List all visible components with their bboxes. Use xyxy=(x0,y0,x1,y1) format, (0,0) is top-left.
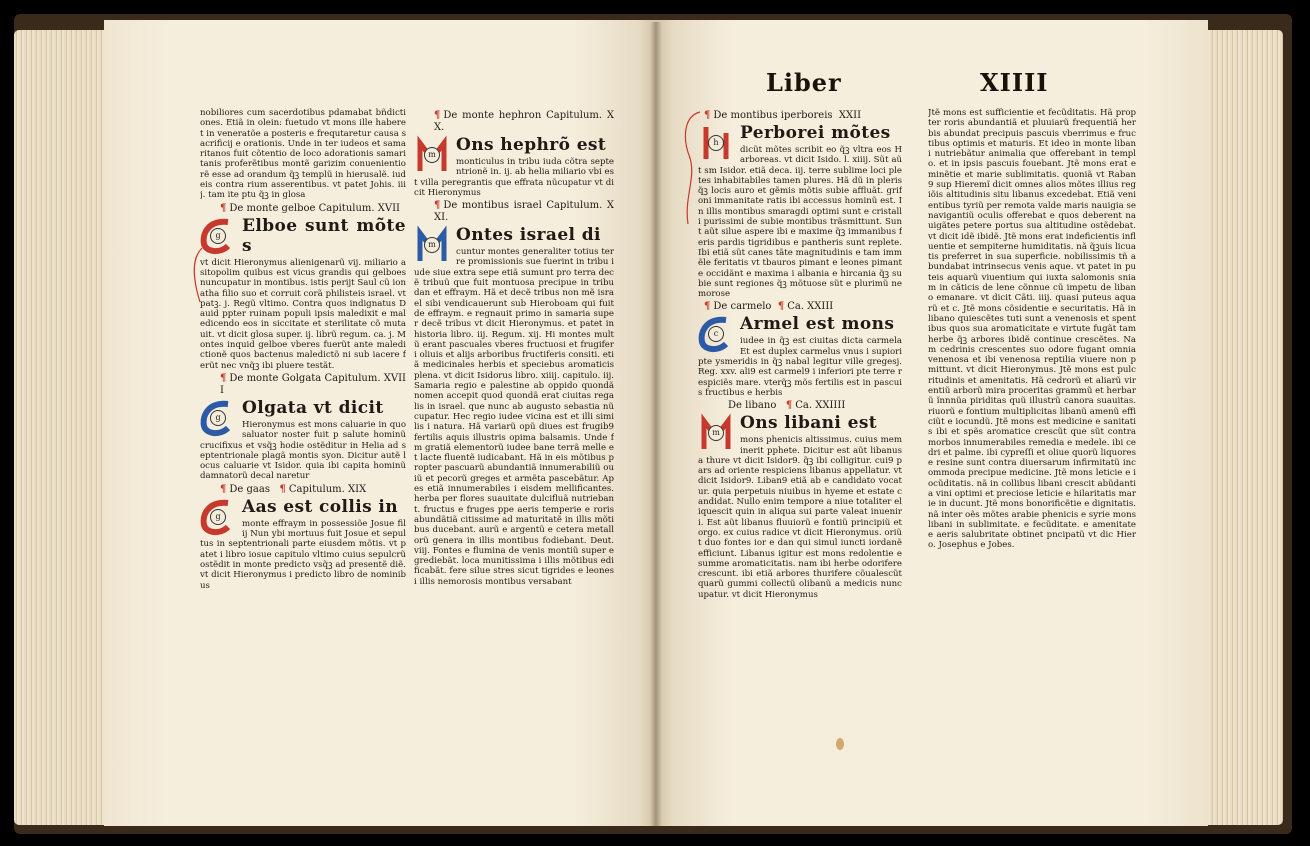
right-fore-edge xyxy=(1205,30,1283,825)
section-text: iudee in q̃ꝫ est ciuitas dicta carmela Et est duplex carmelus vnus i supiori pte ysmeridis in q̃ꝫ nabal legitur ville gregesj. Reg. xxv. ali9 est carmel9 i inferiori pte terre respiciẽs mare. vterq̃ꝫ mõs fertilis est in pascuis fructibus e herbis xyxy=(698,336,902,398)
section-heading: ¶ De montibus iperboreis XXII xyxy=(704,110,862,121)
intro-paragraph: nobiliores cum sacerdotibus pdamabat bñdictiones. Etiã in olein: fuetudo vt mons ille haberet in veneratõe a posteris e frequtaretur causa sacrificij e orationis. Unde in ter iudeos et samaritanos fuit cõtentio de loco adorationis samaritanis proferẽtibus montẽ garizim conuenientiorẽ esse ad orandum q̃ꝫ templũ in hierusalẽ. iudeis contra rium asserentibus. vt patet Johis. iiij. tam ite ptu q̃ꝫ in glosa xyxy=(200,108,406,201)
right-page-column-2 xyxy=(928,108,1136,730)
running-header-left: Liber xyxy=(766,68,842,97)
section-block xyxy=(414,225,614,587)
initial-g-blue: g xyxy=(200,398,238,438)
section-block xyxy=(414,135,614,198)
section-text: mons phenicis altissimus. cuius meminerit pphete. Dicitur est aũt libanus a thure vt dicit Isidor9. q̃ꝫ ibi colligitur. cui9 pars ad oriente respiciens libanus appellatur. vt dicit Isidor9. Liban9 etiã ab e candidato vocatur. quia perpetuis niuibus in hyeme et estate candidat. Nullo enim tempore a niue totaliter eliquescit quin in aliqua sui parte valeat inueniri. Est aũt libanus fluuiorũ e fontiũ principiũ et orgo. ex cuius radice vt dicit Hieronymus. oriũt duo fontes ior e dan qui simul iuncti iordanẽ efficiunt. Libanus igitur est mons redolentie e summe aromaticitatis. nam ibi herbe odorifere crescunt. ibi etiã arbores thurifere cõualescũt quarũ gummi collectũ olibanũ a medicis nuncupatur. vt dicit Hieronymus xyxy=(698,435,902,600)
page-stain xyxy=(836,738,844,750)
section-title: Ons libani est xyxy=(740,413,878,434)
initial-m-red: m xyxy=(414,135,452,175)
section-heading: ¶ De monte Golgata Capitulum. XVIII xyxy=(220,372,406,396)
section-title: Olgata vt dicit xyxy=(242,397,384,418)
initial-c-blue: c xyxy=(698,314,736,354)
section-title: Aas est collis in xyxy=(242,496,399,517)
section-block xyxy=(698,314,902,398)
section-block xyxy=(200,497,406,591)
gutter xyxy=(650,22,662,826)
section-heading: De libano ¶ Ca. XXIIII xyxy=(728,400,846,412)
running-header-right: XIIII xyxy=(980,68,1049,97)
section-text: monticulus in tribu iuda cõtra septentrionẽ in. ij. ab helia miliario vbi est villa peregrantis que effrata nũcupatur vt dicit Hieronymus xyxy=(414,157,614,198)
section-text: cuntur montes generaliter totius terre promissionis sue fuerint in tribu iude siue extra sepe etiã sumunt pro terra decẽ tribuũ que fuit montuosa precipue in tribu dan et effraym. Hã et decẽ tribus non mẽ israel sibi vendicauerunt sub Hieroboam qui fuit de effraym. e regnauit primo in samaria super decẽ tribus vt dicit Hieronymus. et patet in historia libro. iij. Regum. xij. Hi montes multũ erant pascuales vberes fructuosi et frugiferi oliuis et alijs arboribus fructiferis consiti. etiã medicinales herbis et speciebus aromaticis plena. vt dicit Isidorus libro. xiiij. capitulo. iij. Samaria regio e palestine ab oppido quondã nomen accepit quod quondã erat ciuitas regalis in israel. que nunc ab augusto sebastia nũcupatur. Hec regio iudee vicina est et illi similis i natura. Hã variarũ opũ diues est frugib9 fertilis aquis illustris opima balsamis. Unde fm gratiã elementorũ iudee bane terrã melle et lacte fluentẽ iudicabant. Hã in eis mõtibus propter pascuarũ abundantiã innumerabiliũ ouiũ et pecorũ greges et armẽta pascebãtur. Apes etiã innumerabiles i eisdem mellificantes. herba per flores suauitate dulcifluã nutriebant. fructus e fruges ppe aeris temperie e roris abundãtiã citissime ad maturitatẽ in illis mõtibus ducebant. aurũ e argentũ e cetera metallorũ genera in illis montibus fodiebant. Deut. viij. Fontes e flumina de venis montiũ super egrediebãt. loca munitissima i illis mõtibus edificabãt. fere silue stres sicut tigrides e leones i illis nemorosis montibus versabant xyxy=(414,247,614,587)
section-title: Ontes israel di xyxy=(456,225,601,246)
section-heading: ¶ De monte gelboe Capitulum. XVII xyxy=(220,202,400,214)
left-page-column-2 xyxy=(414,108,614,748)
section-title: Perborei mõtes xyxy=(740,123,891,143)
section-block xyxy=(698,413,902,600)
section-title: Elboe sunt mõtes xyxy=(242,215,406,256)
initial-m-blue: m xyxy=(414,225,452,265)
section-title: Ons hephrõ est xyxy=(456,135,607,155)
initial-h-red: h xyxy=(698,123,736,163)
section-heading: ¶ De montibus israel Capitulum. XXI. xyxy=(434,200,614,224)
section-text: dicũt mõtes scribit eo q̃ꝫ vltra eos Harboreas. vt dicit Isido. l. xiiij. Sũt aũt sm Isidor. etiã deca. iij. terre sublime loci pletes inhabitabiles tamen plures. Hã dũ in plerisq̃ꝫ locis auro et gẽmis mõtis subie affluãt. grifoni immanitate ratis ibi accessus hominũ est. In illis montibus smaragdi optimi sunt e cristalli purissimi de subie montibus trãsmittunt. Sunt aũt silue aspere ibi e maxime q̃ꝫ immanibus feris pardis tigridibus e pantheris sunt replete. Ibi etiã sũt canes tãte magnitudinis e tam immẽle feritatis vt tbauros pimant e leones pimant e occidãnt e maxima i albania e hircania q̃ꝫ subie sunt regiones q̃ꝫ mõtuose sũt e plurimũ nemorose xyxy=(698,145,902,300)
left-fore-edge xyxy=(14,30,106,825)
section-text: vt dicit Hieronymus alienigenarũ vij. miliario a sitopolim quibus est vicus grandis qui gelboes nuncupatur in montibus. istis perijt Saul cũ ionatha filio suo et corruit corã philisteis israel. vt patꝫ. j. Regũ vltimo. Contra quos indignatus Dauid ppter ruinam populi ipsis maledixit e maledicendo eos in siccitate et sterilitate cõ mutauit. vt dicit glosa super. ij. librũ regum. ca. j. Montes inquid gelboe vberes fuerũt ante maledictionẽ quos bactenus maledictõ ni sub iacere ferũt nec vnq̃ꝫ ibi pluere testãt. xyxy=(200,257,406,371)
section-title: Armel est mons xyxy=(740,314,895,335)
section-heading: ¶ De carmelo ¶ Ca. XXIII xyxy=(704,301,834,313)
section-heading: ¶ De gaas ¶ Capitulum. XIX xyxy=(220,483,367,495)
section-block xyxy=(200,398,406,482)
section-text: monte effraym in possessiõe Josue filij Nun ybi mortuus fuit Josue et sepultus in septentrionali parte eiusdem mõtis. vt patet i libro iosue capitulo vltimo cuius sepulcrũ ostẽdit in monte predicto vsq̃ꝫ ad presentẽ diẽ. vt dicit Hieronymus i predicto libro de nominibus xyxy=(200,518,406,591)
continuation-paragraph: Jtẽ mons est sufficientie et fecũditatis. Hã propter roris abundantiã et pluuiarũ frequentiã herbis abundat precipuis pascuis vberrimus e fructibus optimis et maturis. Et ideo in monte libani nutriebãtur animalia que offerebant in templo. et in ipsis pascuis fouebant. Jtẽ mons erat eminẽtie et marie sublimitatis. quoniã vt Raban9 sup Hieremĩ dicit omnes alios mõtes illius regiõis altitudinis situ libanus excedebat. Etiã venientibus tyriũ per remota valde maris nauigia se navigantiũ oculis offerebat e quos deberent nauigãtes petere portus sua altitudine ostẽdebat. vt dicit idẽ ibidẽ. Jtẽ mons erat indeficientis influentie et sempiterne humiditatis. nã q̃ꝫuis licuatis preferret in sua superficie. nobilissimis tñ abundabat intrinsecus venis aque. vt patet in puteis aquarũ viuentium qui iuxta salomonis sniam in cãticis de lene cõnnue cũ impetu de libano emanare. vt dicit Cãti. iiij. quasi puteus aquarũ et c. Jtẽ mons cõsidentie e securitatis. Hã in libano quiescẽtes tuti sunt a venenosis et spentibus quos sua aromaticitate e virtute fugãt tam herbe q̃ꝫ arbores ibidẽ continue crescẽtes. Nam cedrinis crescentes suo odore fugant omnia venenosa et ibi venenosa reptilia viuere non pmittunt. vt dicit Hieronymus. Jtẽ mons est pulcritudinis et amenitatis. Hã cedrorũ et aliarũ virentiũ arborũ mira proceritas grammũ et herbarũ ĩnnnũa piriditas quũ illustrũ canora suauitas. riuorũ e fontium multiplicitas libanũ amenũ efficiũt e iocundũ. Jtẽ mons est medicine e sanitatis ibi et spẽs aromatice crescũt que sũt contra morbos innumerabiles remedia e medele. ibi cedri et palme. ibi cypreſſi et oliue quorũ liquores e resine sunt contra diuersarum infirmitatũ incommoda precipue medicine. Jtẽ mons leticie e iocũditatis. nã in collibus libani crescit abũdantia vini optimi et preciose leticie e hilaritatis marie in ducunt. Jtẽ mons bonorificẽtie e dignitatis. nã inter oẽs mõtes arabie phenicis e syrie mons libani in sublimitate. e fecũditate. e amenitate e aeris salubritate obtinet pncipatũ vt dic Hiero. Josephus e Jobes. xyxy=(928,108,1136,551)
left-page-column-1 xyxy=(200,108,406,748)
section-block xyxy=(200,216,406,371)
initial-g-red: g xyxy=(200,216,238,256)
initial-g-red: g xyxy=(200,497,238,537)
section-heading: ¶ De monte hephron Capitulum. XX. xyxy=(434,110,614,133)
initial-m-red: m xyxy=(698,413,736,453)
section-block xyxy=(698,123,902,299)
section-text: Hieronymus est mons caluarie in quo saluator noster fuit p salute hominũ crucifixus et vsq̃ꝫ hodie ostẽditur in Helia ad septentrionale plagã montis syon. Dicitur autẽ locus caluarie vt Isidor. quia ibi capita hominũ damnatorũ decal naretur xyxy=(200,419,406,482)
right-page-column-1 xyxy=(698,108,902,748)
